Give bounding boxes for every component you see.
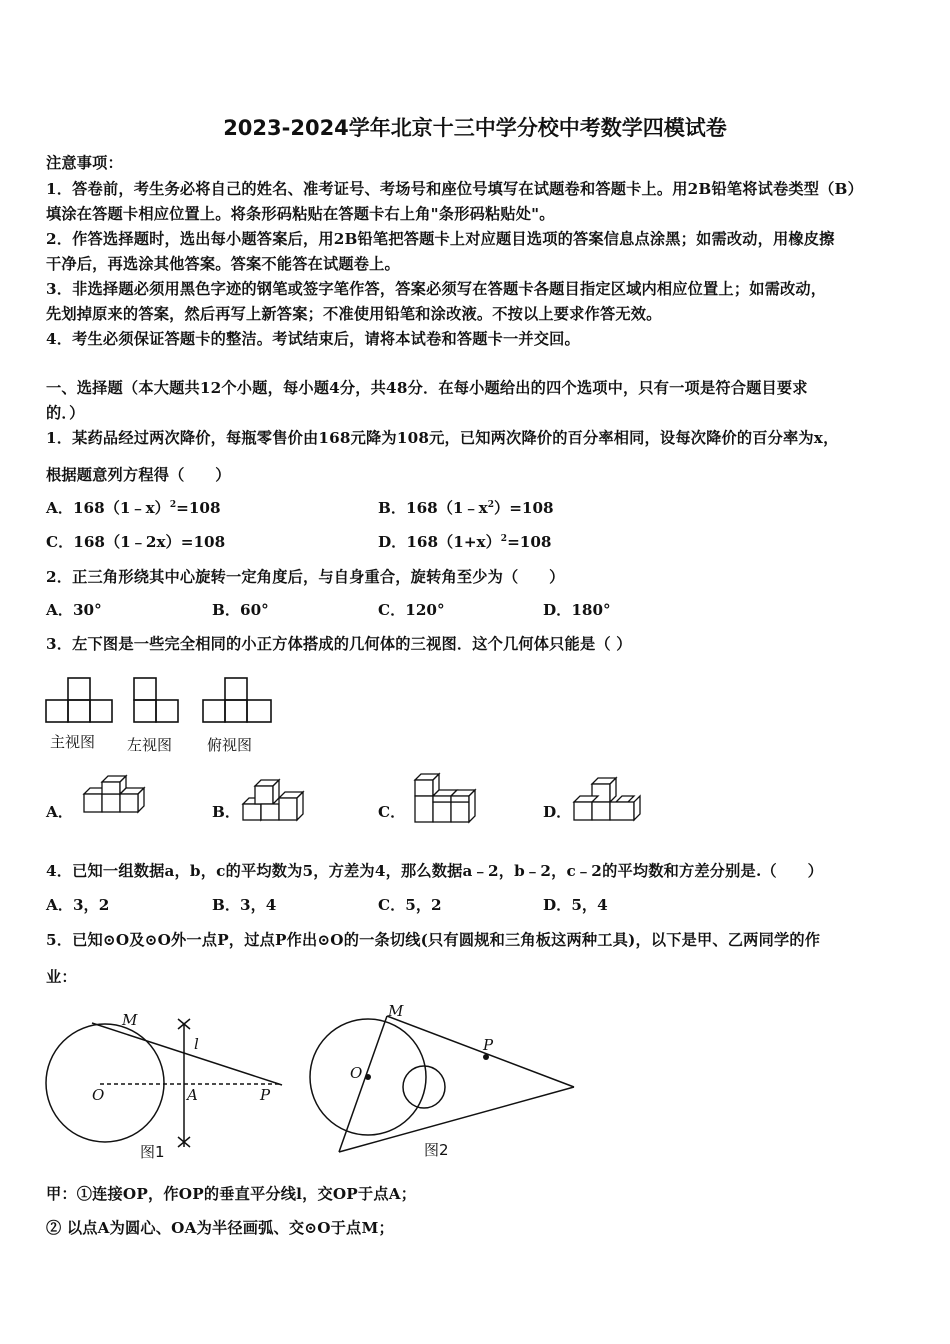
label-o: O (350, 1064, 363, 1082)
q3-option-c: C． (378, 803, 406, 821)
label-p: P (260, 1086, 271, 1104)
q3-stem: 3．左下图是一些完全相同的小正方体搭成的几何体的三视图．这个几何体只能是（ ） (46, 635, 632, 653)
q5-jia-step-1: 甲：①连接OP，作OP的垂直平分线l，交OP于点A； (46, 1185, 417, 1203)
top-view-caption: 俯视图 (207, 736, 253, 754)
point-p (483, 1054, 489, 1060)
notes-heading: 注意事项： (46, 154, 123, 172)
q1-stem-cont: 根据题意列方程得（ ） (46, 466, 231, 484)
notes-line: 4．考生必须保证答题卡的整洁。考试结束后，请将本试卷和答题卡一并交回。 (46, 330, 580, 348)
q5-jia-step-2: ② 以点A为圆心、OA为半径画弧、交⊙O于点M； (46, 1219, 394, 1237)
q3-option-b: B． (212, 803, 241, 821)
notes-line: 先划掉原来的答案，然后再写上新答案；不准使用铅笔和涂改液。不按以上要求作答无效。 (46, 305, 662, 323)
q1-option-d: D．$168(1+x)^2=108$ (378, 533, 552, 551)
q2-option-d: D．180° (543, 601, 611, 619)
q4-option-c: C．5，2 (378, 896, 442, 914)
q1-option-b: B．$168(1﹣x^2)=108$ (378, 499, 554, 517)
point-o (365, 1074, 371, 1080)
section-heading-cont: 的．） (46, 404, 85, 422)
diameter-line (339, 1016, 387, 1152)
small-circle (403, 1066, 445, 1108)
q5-figure-2 (302, 1000, 582, 1165)
left-view-shape (134, 678, 178, 722)
q3-option-d-solid (568, 774, 648, 828)
q3-three-views-figure (40, 672, 280, 732)
notes-line: 2．作答选择题时，选出每小题答案后，用2B铅笔把答题卡上对应题目选项的答案信息点涂黑；如需改动，用橡皮擦 (46, 230, 835, 248)
q4-stem: 4．已知一组数据a，b，c的平均数为5，方差为4，那么数据a﹣2，b﹣2，c﹣2的平均数和方差分别是.（ ） (46, 862, 823, 880)
q5-stem: 5．已知⊙O及⊙O外一点P，过点P作出⊙O的一条切线(只有圆规和三角板这两种工具)，以下是甲、乙两同学的作 (46, 931, 821, 949)
notes-line: 填涂在答题卡相应位置上。将条形码粘贴在答题卡右上角"条形码粘贴处"。 (46, 205, 555, 223)
line-bottom (339, 1087, 574, 1152)
q2-option-a: A．30° (46, 601, 102, 619)
q4-option-a: A．3，2 (46, 896, 110, 914)
q3-option-a-solid (72, 770, 152, 826)
q5-figure-1 (40, 1005, 290, 1165)
section-heading: 一、选择题（本大题共12个小题，每小题4分，共48分．在每小题给出的四个选项中，只有一项是符合题目要求 (46, 379, 808, 397)
label-a: A (187, 1086, 198, 1104)
page-title: 2023-2024学年北京十三中学分校中考数学四模试卷 (223, 116, 727, 140)
notes-line: 干净后，再选涂其他答案。答案不能答在试题卷上。 (46, 255, 400, 273)
q1-option-c: C．168（1﹣2x）=108 (46, 533, 226, 551)
q4-option-d: D．5，4 (543, 896, 608, 914)
label-p: P (483, 1036, 494, 1054)
left-view-caption: 左视图 (127, 736, 173, 754)
q2-option-b: B．60° (212, 601, 269, 619)
notes-line: 1．答卷前，考生务必将自己的姓名、准考证号、考场号和座位号填写在试题卷和答题卡上。用2B铅笔将试卷类型（B） (46, 180, 863, 198)
q2-option-c: C．120° (378, 601, 445, 619)
q2-stem: 2．正三角形绕其中心旋转一定角度后，与自身重合，旋转角至少为（ ） (46, 568, 565, 586)
figure-2-caption: 图2 (424, 1141, 449, 1159)
q1-stem: 1．某药品经过两次降价，每瓶零售价由168元降为108元，已知两次降价的百分率相同，设每次降价的百分率为x， (46, 429, 839, 447)
label-o: O (92, 1086, 105, 1104)
q3-option-b-solid (237, 774, 317, 828)
q3-option-c-solid (403, 772, 483, 828)
tangent-line-top (387, 1016, 574, 1087)
notes-line: 3．非选择题必须用黑色字迹的钢笔或签字笔作答，答案必须写在答题卡各题目指定区域内相应位置上；如需改动， (46, 280, 827, 298)
front-view-shape (46, 678, 112, 722)
q5-stem-cont: 业： (46, 968, 77, 986)
figure-1-caption: 图1 (140, 1143, 165, 1161)
q4-option-b: B．3，4 (212, 896, 277, 914)
front-view-caption: 主视图 (50, 733, 96, 751)
top-view-shape (203, 678, 271, 722)
q3-option-d: D． (543, 803, 572, 821)
label-l: l (194, 1035, 199, 1053)
q1-option-a: A．168（1﹣x）$^2$=108 (46, 499, 221, 517)
tangent-line (92, 1023, 282, 1085)
q3-option-a: A． (46, 803, 73, 821)
label-m: M (388, 1002, 404, 1020)
circle-o (46, 1024, 164, 1142)
label-m: M (122, 1011, 138, 1029)
